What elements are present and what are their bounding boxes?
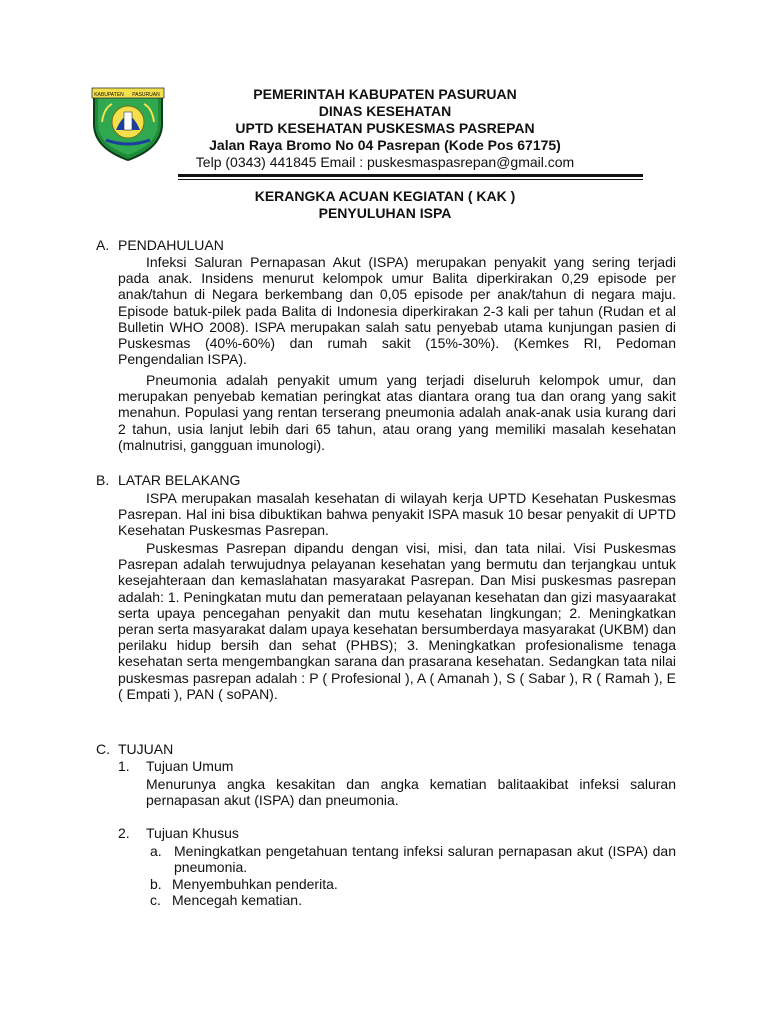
latar-belakang-paragraph-1: ISPA merupakan masalah kesehatan di wilayah kerja UPTD Kesehatan Puskesmas Pasrepan. Hal ini bisa dibuktikan bahwa penyakit ISPA masuk 10 besar penyakit di UPTD Kesehatan Puskesmas Pasrepan. xyxy=(118,490,676,539)
section-heading-tujuan xyxy=(96,741,173,757)
section-title: LATAR BELAKANG xyxy=(118,472,241,488)
section-letter: B. xyxy=(96,472,110,488)
list-text: Meningkatkan pengetahuan tentang infeksi saluran pernapasan akut (ISPA) dan pneumonia. xyxy=(174,843,676,876)
tujuan-khusus-item-c xyxy=(150,892,302,908)
list-label: Tujuan Khusus xyxy=(146,825,239,841)
list-number: 1. xyxy=(118,758,130,774)
list-mark: a. xyxy=(150,843,162,859)
letterhead-line-uptd: UPTD KESEHATAN PUSKESMAS PASREPAN xyxy=(235,120,535,136)
list-mark: b. xyxy=(150,876,162,892)
section-letter: A. xyxy=(96,237,110,253)
svg-text:KABUPATEN: KABUPATEN xyxy=(94,92,124,98)
letterhead-line-address: Jalan Raya Bromo No 04 Pasrepan (Kode Pos 67175) xyxy=(209,137,561,153)
latar-belakang-paragraph-2: Puskesmas Pasrepan dipandu dengan visi, misi, dan tata nilai. Visi Puskesmas Pasrepan adalah terwujudnya pelayanan kesehatan yang bermutu dan terjangkau untuk kesejahteraan dan kemaslahatan masyarakat Pasrepan. Dan Misi puskesmas pasrepan adalah: 1. Peningkatan mutu dan pemerataan pelayanan kesehatan dan gizi masyaarakat serta upaya pencegahan penyakit dan mutu kesehatan lingkungan; 2. Meningkatkan peran serta masyarakat dalam upaya kesehatan bersumberdaya masyarakat (UKBM) dan perilaku hidup bersih dan sehat (PHBS); 3. Meningkatkan profesionalisme tenaga kesehatan serta mengembangkan sarana dan prasarana kesehatan. Sedangkan tata nilai puskesmas pasrepan adalah : P ( Profesional ), A ( Amanah ), S ( Sabar ), R ( Ramah ), E ( Empati ), PAN ( soPAN). xyxy=(118,540,676,702)
list-mark: c. xyxy=(150,892,161,908)
tujuan-umum-text: Menurunya angka kesakitan dan angka kematian balitaakibat infeksi saluran pernapasan akut (ISPA) dan pneumonia. xyxy=(146,776,676,809)
tujuan-khusus-heading xyxy=(118,825,239,841)
list-text: Menyembuhkan penderita. xyxy=(172,876,338,892)
svg-text:PASURUAN: PASURUAN xyxy=(132,92,160,98)
document-subtitle: PENYULUHAN ISPA xyxy=(318,205,452,221)
letterhead-line-contact: Telp (0343) 441845 Email : puskesmaspasrepan@gmail.com xyxy=(195,154,575,170)
section-letter: C. xyxy=(96,741,110,757)
tujuan-khusus-item-a xyxy=(150,843,676,875)
list-label: Tujuan Umum xyxy=(146,758,234,774)
tujuan-khusus-item-b xyxy=(150,876,338,892)
kabupaten-pasuruan-logo xyxy=(88,82,168,162)
pendahuluan-paragraph-1: Infeksi Saluran Pernapasan Akut (ISPA) merupakan penyakit yang sering terjadi pada anak. Insidens menurut kelompok umur Balita diperkirakan 0,29 episode per anak/tahun di Negara berkembang dan 0,05 episode per anak/tahun di negara maju. Episode batuk-pilek pada Balita di Indonesia diperkirakan 2-3 kali per tahun (Rudan et al Bulletin WHO 2008). ISPA merupakan salah satu penyebab utama kunjungan pasien di Puskesmas (40%-60%) dan rumah sakit (15%-30%). (Kemkes RI, Pedoman Pengendalian ISPA). xyxy=(118,254,676,368)
list-number: 2. xyxy=(118,825,130,841)
section-title: PENDAHULUAN xyxy=(118,237,224,253)
section-title: TUJUAN xyxy=(118,741,174,757)
section-heading-latar-belakang xyxy=(96,472,240,488)
pendahuluan-paragraph-2: Pneumonia adalah penyakit umum yang terjadi diseluruh kelompok umur, dan merupakan penyebab kematian peringkat atas diantara orang tua dan orang yang sakit menahun. Populasi yang rentan terserang pneumonia adalah anak-anak usia kurang dari 2 tahun, usia lanjut lebih dari 65 tahun, atau orang yang memiliki masalah kesehatan (malnutrisi, gangguan imunologi). xyxy=(118,372,676,453)
letterhead-line-department: DINAS KESEHATAN xyxy=(318,103,452,119)
letterhead-line-government: PEMERINTAH KABUPATEN PASURUAN xyxy=(253,86,517,102)
letterhead-rule-thick xyxy=(178,174,643,177)
document-title: KERANGKA ACUAN KEGIATAN ( KAK ) xyxy=(254,188,516,204)
list-text: Mencegah kematian. xyxy=(172,892,302,908)
section-heading-pendahuluan xyxy=(96,237,224,253)
letterhead-rule-thin xyxy=(178,179,643,180)
tujuan-umum-heading xyxy=(118,758,233,774)
